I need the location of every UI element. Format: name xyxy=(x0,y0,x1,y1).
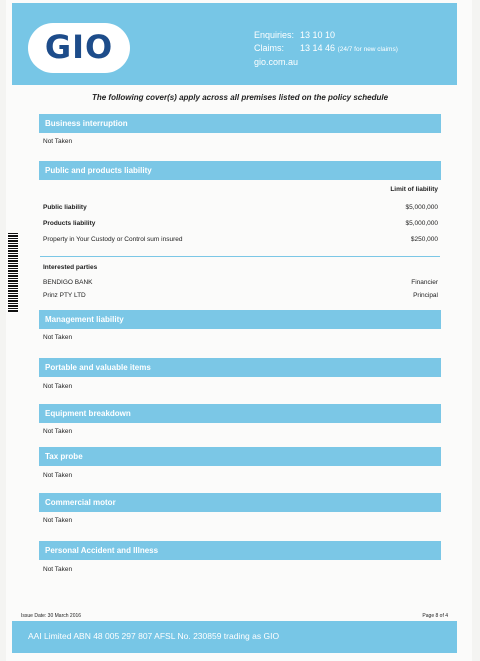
website: gio.com.au xyxy=(254,57,299,67)
section-personal-accident-illness: Personal Accident and Illness xyxy=(39,541,441,560)
personal-accident-status: Not Taken xyxy=(43,566,73,573)
products-liability-label: Products liability xyxy=(43,220,96,227)
enquiries-label: Enquiries: xyxy=(254,30,295,40)
management-liability-status: Not Taken xyxy=(43,334,73,341)
property-custody-label: Property in Your Custody or Control sum insured xyxy=(43,236,183,243)
commercial-motor-status: Not Taken xyxy=(43,517,73,524)
section-business-interruption: Business interruption xyxy=(39,114,441,133)
section-tax-probe: Tax probe xyxy=(39,447,441,466)
gio-logo xyxy=(28,23,130,73)
contact-info xyxy=(254,29,398,69)
public-liability-label: Public liability xyxy=(43,204,87,211)
equipment-breakdown-status: Not Taken xyxy=(43,428,73,435)
intro-text: The following cover(s) apply across all premises listed on the policy schedule xyxy=(91,93,389,102)
interested-parties-title: Interested parties xyxy=(43,264,98,271)
issue-date: Issue Date: 30 March 2016 xyxy=(21,613,82,619)
party-name: BENDIGO BANK xyxy=(43,279,93,286)
party-role: Principal xyxy=(413,292,438,299)
party-role: Financier xyxy=(411,279,438,286)
tax-probe-status: Not Taken xyxy=(43,472,73,479)
claims-number: 13 14 46 xyxy=(300,43,336,53)
section-commercial-motor: Commercial motor xyxy=(39,493,441,512)
enquiries-number: 13 10 10 xyxy=(300,30,336,40)
products-liability-value: $5,000,000 xyxy=(405,220,438,227)
barcode xyxy=(8,233,18,313)
limit-of-liability-header: Limit of liability xyxy=(390,186,438,193)
section-portable-valuable-items: Portable and valuable items xyxy=(39,358,441,377)
claims-note: (24/7 for new claims) xyxy=(337,46,398,53)
header-band xyxy=(12,3,457,85)
property-custody-value: $250,000 xyxy=(410,236,438,243)
claims-label: Claims: xyxy=(254,43,285,53)
business-interruption-status: Not Taken xyxy=(43,138,73,145)
page-number: Page 8 of 4 xyxy=(422,613,448,619)
section-management-liability: Management liability xyxy=(39,310,441,329)
divider xyxy=(40,256,440,257)
logo-text: GIO xyxy=(44,28,114,66)
footer-band xyxy=(12,621,457,653)
company-details: AAI Limited ABN 48 005 297 807 AFSL No. 230859 trading as GIO xyxy=(28,631,280,641)
section-public-products-liability: Public and products liability xyxy=(39,161,441,180)
party-name: Prinz PTY LTD xyxy=(43,292,86,299)
portable-items-status: Not Taken xyxy=(43,383,73,390)
public-liability-value: $5,000,000 xyxy=(405,204,438,211)
section-equipment-breakdown: Equipment breakdown xyxy=(39,404,441,423)
